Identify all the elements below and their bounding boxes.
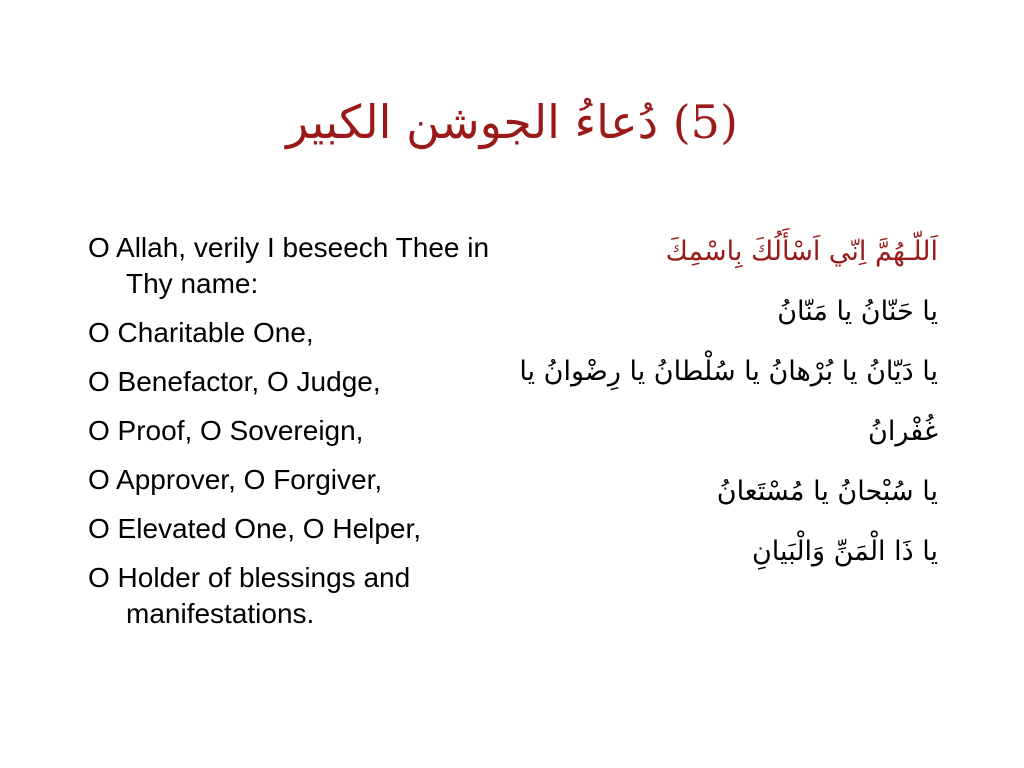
slide-title: (5) دُعاءُ الجوشن الكبير [286,95,738,149]
arabic-line: يا دَيّانُ يا بُرْهانُ يا سُلْطانُ يا رِضْوانُ يا غُفْرانُ [519,356,938,447]
english-line: O Benefactor, O Judge, [88,366,381,397]
english-translation-list [88,230,508,645]
arabic-text-list [518,222,938,582]
english-line: O Allah, verily I beseech Thee in Thy name: [88,232,490,299]
english-line: O Proof, O Sovereign, [88,415,364,446]
english-line: O Charitable One, [88,317,314,348]
arabic-line: يا حَنّانُ يا مَنّانُ [777,296,938,327]
english-line: O Elevated One, O Helper, [88,513,422,544]
arabic-line: اَللّـهُمَّ اِنّي اَسْأَلُكَ بِاسْمِكَ [665,236,938,267]
english-line: O Approver, O Forgiver, [88,464,383,495]
arabic-line: يا سُبْحانُ يا مُسْتَعانُ [716,476,938,507]
arabic-line: يا ذَا الْمَنِّ وَالْبَيانِ [751,536,938,567]
english-line: O Holder of blessings and manifestations. [88,562,411,629]
